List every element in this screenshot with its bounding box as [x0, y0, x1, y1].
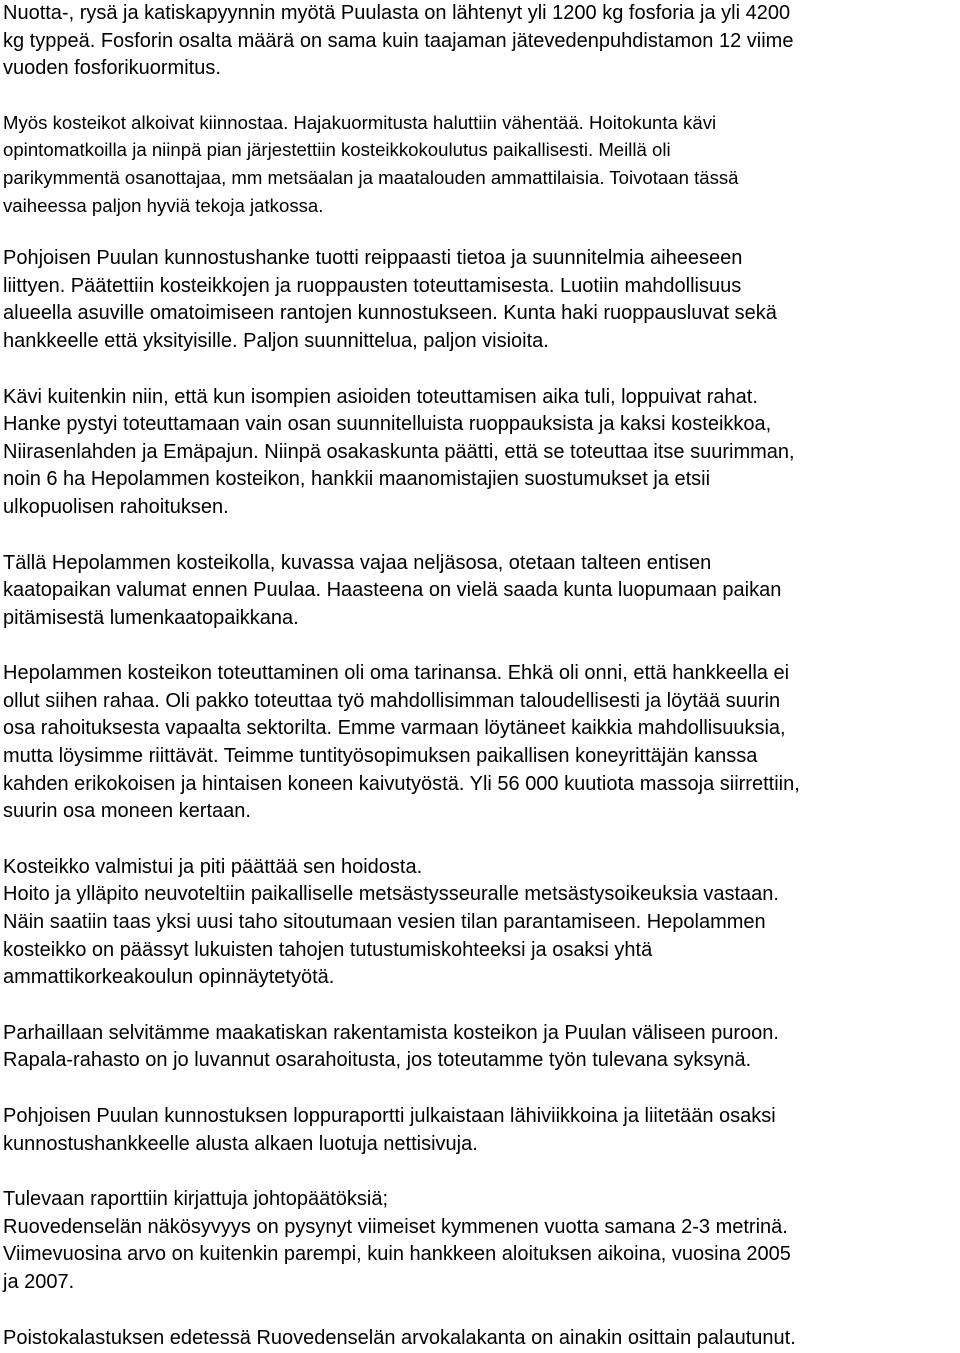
paragraph-wetland-maintenance: Kosteikko valmistui ja piti päättää sen hoidosta. Hoito ja ylläpito neuvoteltiin paikalliselle metsästysseuralle metsästysoikeuksia vastaan. Näin saatiin taas yksi uusi taho sitoutumaan vesien tilan parantamiseen. Hepolammen kosteikko on päässyt lukuisten tahojen tutustumiskohteeksi ja osaksi yhtä ammattikorkeakoulun opinnäytetyötä.: [3, 855, 779, 989]
paragraph-gap: [3, 826, 958, 854]
paragraph-gap: [3, 356, 958, 384]
paragraph-gap: [3, 1158, 958, 1186]
paragraph-gap: [3, 83, 958, 109]
paragraph-gap: [3, 1297, 958, 1325]
paragraph-funding-ran-out: Kävi kuitenkin niin, että kun isompien asioiden toteuttamisen aika tuli, loppuivat rahat. Hanke pystyi toteuttamaan vain osan suunnitelluista ruoppauksista ja kaksi kosteikkoa, Niirasenlahden ja Emäpajun. Niinpä osakaskunta päätti, että se toteuttaa itse suurimman, noin 6 ha Hepolammen kosteikon, hankkii maanomistajien suostumukset ja etsii ulkopuolisen rahoituksen.: [3, 385, 795, 518]
paragraph-conclusions: Tulevaan raporttiin kirjattuja johtopäätöksiä; Ruovedenselän näkösyvyys on pysynyt viimeiset kymmenen vuotta samana 2-3 metrinä. Viimevuosina arvo on kuitenkin parempi, kuin hankkeen aloituksen aikoina, vuosina 2005 ja 2007.: [3, 1188, 791, 1293]
paragraph-final-report: Pohjoisen Puulan kunnostuksen loppuraportti julkaistaan lähiviikkoina ja liitetään osaksi kunnostushankkeelle alusta alkaen luotuja nettisivuja.: [3, 1105, 776, 1155]
paragraph-hepolampi-wetland: Tällä Hepolammen kosteikolla, kuvassa vajaa neljäsosa, otetaan talteen entisen kaatopaikan valumat ennen Puulaa. Haasteena on vielä saada kunta luopumaan paikan pitämisestä lumenkaatopaikkana.: [3, 551, 782, 629]
paragraph-fish-trap-plans: Parhaillaan selvitämme maakatiskan rakentamista kosteikon ja Puulan väliseen puroon. Rapala-rahasto on jo luvannut osarahoitusta, jos toteutamme työn tulevana syksynä.: [3, 1021, 779, 1072]
paragraph-gap: [3, 992, 958, 1020]
paragraph-wetland-construction: Hepolammen kosteikon toteuttaminen oli oma tarinansa. Ehkä oli onni, että hankkeella ei ollut siihen rahaa. Oli pakko toteuttaa työ mahdollisimman taloudellisesti ja löytää suurin osa rahoituksesta vapaalta sektorilta. Emme varmaan löytäneet kaikkia mahdollisuuksia, mutta löysimme riittävät. Teimme tuntityösopimuksen paikallisen koneyrittäjän kanssa kahden erikokoisen ja hintaisen koneen kaivutyöstä. Yli 56 000 kuutiota massoja siirrettiin, suurin osa moneen kertaan.: [3, 662, 800, 823]
paragraph-nutrient-removal: Nuotta-, rysä ja katiskapyynnin myötä Puulasta on lähtenyt yli 1200 kg fosforia ja yli 4200 kg typpeä. Fosforin osalta määrä on sama kuin taajaman jätevedenpuhdistamon 12 viime vuoden fosforikuormitus.: [3, 2, 794, 80]
paragraph-fish-stock: Poistokalastuksen edetessä Ruovedenselän arvokalakanta on ainakin osittain palautunut.: [3, 1326, 796, 1349]
paragraph-restoration-project: Pohjoisen Puulan kunnostushanke tuotti reippaasti tietoa ja suunnitelmia aiheeseen liittyen. Päätettiin kosteikkojen ja ruoppausten toteuttamisesta. Luotiin mahdollisuus alueella asuville omatoimiseen rantojen kunnostukseen. Kunta haki ruoppausluvat sekä hankkeelle että yksityisille. Paljon suunnittelua, paljon visioita.: [3, 247, 777, 352]
document-body: [3, 0, 958, 1352]
paragraph-gap: [3, 219, 958, 245]
paragraph-gap: [3, 522, 958, 550]
paragraph-gap: [3, 1075, 958, 1103]
paragraph-gap: [3, 632, 958, 660]
paragraph-wetlands-interest: Myös kosteikot alkoivat kiinnostaa. Hajakuormitusta haluttiin vähentää. Hoitokunta kävi opintomatkoilla ja niinpä pian järjestettiin kosteikkokoulutus paikallisesti. Meillä oli parikymmentä osanottajaa, mm metsäalan ja maatalouden ammattilaisia. Toivotaan tässä vaiheessa paljon hyviä tekoja jatkossa.: [3, 111, 739, 216]
